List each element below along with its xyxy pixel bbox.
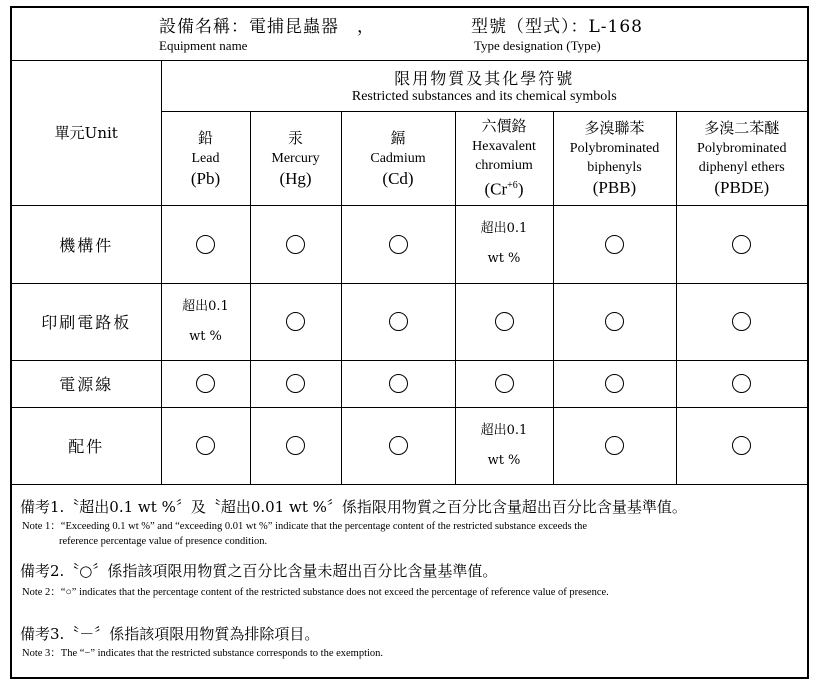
circle-mark-icon — [389, 436, 408, 455]
compliant-cell — [553, 205, 676, 283]
row-label-cell — [12, 205, 161, 283]
circle-mark-icon — [196, 235, 215, 254]
exceed-cell — [455, 205, 553, 283]
unit-label: 單元Unit — [54, 124, 118, 143]
circle-mark-icon — [389, 374, 408, 393]
table-row — [12, 407, 807, 484]
substance-header-hexavalent-chromium: 六價鉻 Hexavalent chromium $(Cr^{+6})$ — [455, 111, 553, 205]
restricted-substances-title-en: Restricted substances and its chemical symbols — [351, 89, 617, 105]
circle-mark-icon — [732, 374, 751, 393]
type-designation-zh: 型號（型式）：L-168 — [471, 17, 643, 37]
row-label: 印刷電路板 — [41, 313, 132, 332]
compliant-cell — [455, 360, 553, 407]
row-label-cell — [12, 407, 161, 484]
circle-mark-icon — [732, 235, 751, 254]
row-label: 電源線 — [59, 375, 114, 394]
exceed-unit: wt % — [189, 328, 222, 344]
circle-mark-icon — [732, 312, 751, 331]
exceed-value: 超出0.1 — [182, 298, 229, 314]
row-label: 配件 — [68, 437, 105, 456]
circle-mark-icon — [495, 312, 514, 331]
circle-mark-icon — [495, 374, 514, 393]
exceed-unit: wt % — [487, 251, 521, 266]
circle-mark-icon — [605, 374, 624, 393]
note3-zh: 備考3.〝－〞係指該項限用物質為排除項目。 — [20, 625, 320, 643]
compliant-cell — [455, 283, 553, 360]
circle-mark-icon — [605, 312, 624, 331]
exceed-value: 超出0.1 — [480, 221, 528, 236]
rohs-declaration-sheet — [10, 6, 809, 679]
equipment-name-en: Equipment name — [159, 38, 248, 53]
substance-header-mercury: 汞 Mercury (Hg) — [250, 111, 341, 205]
compliant-cell — [341, 283, 455, 360]
compliant-cell — [553, 360, 676, 407]
compliant-cell — [553, 407, 676, 484]
substance-header-cadmium: 鎘 Cadmium (Cd) — [341, 111, 455, 205]
circle-mark-icon — [605, 235, 624, 254]
compliant-cell — [676, 283, 807, 360]
compliant-cell — [341, 407, 455, 484]
substances-table — [12, 61, 807, 485]
compliant-cell — [676, 205, 807, 283]
circle-mark-icon — [196, 374, 215, 393]
circle-mark-icon — [286, 312, 305, 331]
note1-zh: 備考1.〝超出0.1 wt %〞及〝超出0.01 wt %〞係指限用物質之百分比含量超出百分比含量基準值。 — [20, 498, 687, 516]
compliant-cell — [250, 360, 341, 407]
type-designation-en: Type designation (Type) — [474, 38, 601, 53]
note1-en-continued: reference percentage value of presence condition. — [59, 536, 268, 547]
circle-mark-icon — [732, 436, 751, 455]
restricted-substances-header — [161, 61, 807, 111]
substance-header-pbde: 多溴二苯醚 Polybrominated diphenyl ethers (PBDE) — [676, 111, 807, 205]
chromium-symbol: $(Cr^{+6})$ — [484, 179, 524, 199]
exceed-cell — [455, 407, 553, 484]
compliant-cell — [676, 407, 807, 484]
substance-header-lead: 鉛 Lead (Pb) — [161, 111, 250, 205]
circle-mark-icon — [286, 436, 305, 455]
circle-mark-icon — [286, 374, 305, 393]
equipment-header — [12, 8, 807, 61]
circle-mark-icon — [389, 312, 408, 331]
circle-mark-icon — [389, 235, 408, 254]
row-label-cell — [12, 283, 161, 360]
unit-rows — [12, 205, 807, 484]
note3-en: Note 3：The “−” indicates that the restricted substance corresponds to the exemption. — [22, 648, 384, 659]
circle-mark-icon — [605, 436, 624, 455]
row-label: 機構件 — [59, 235, 114, 255]
restricted-substances-title-zh: 限用物質及其化學符號 — [394, 69, 575, 89]
note2-zh: 備考2.〝○〞係指該項限用物質之百分比含量未超出百分比含量基準值。 — [20, 562, 498, 580]
compliant-cell — [161, 360, 250, 407]
compliant-cell — [250, 283, 341, 360]
circle-mark-icon — [286, 235, 305, 254]
compliant-cell — [341, 360, 455, 407]
compliant-cell — [161, 205, 250, 283]
exceed-cell — [161, 283, 250, 360]
substance-header-pbb: 多溴聯苯 Polybrominated biphenyls (PBB) — [553, 111, 676, 205]
compliant-cell — [250, 205, 341, 283]
note1-en: Note 1：“Exceeding 0.1 wt %” and “exceeding 0.01 wt %” indicate that the percentage content of the restricted substance exceeds the — [22, 521, 588, 532]
compliant-cell — [250, 407, 341, 484]
row-label-cell — [12, 360, 161, 407]
note2-en: Note 2：“○” indicates that the percentage content of the restricted substance does not exceed the percentage of reference value of presence. — [22, 587, 609, 598]
exceed-value: 超出0.1 — [480, 422, 528, 438]
table-row — [12, 360, 807, 407]
table-row — [12, 205, 807, 283]
unit-header-cell — [12, 61, 161, 205]
circle-mark-icon — [196, 436, 215, 455]
table-row — [12, 283, 807, 360]
compliant-cell — [341, 205, 455, 283]
equipment-name-zh: 設備名稱：電捕昆蟲器 ， — [159, 17, 375, 37]
notes-section — [12, 478, 807, 677]
compliant-cell — [553, 283, 676, 360]
exceed-unit: wt % — [487, 452, 521, 468]
compliant-cell — [161, 407, 250, 484]
compliant-cell — [676, 360, 807, 407]
